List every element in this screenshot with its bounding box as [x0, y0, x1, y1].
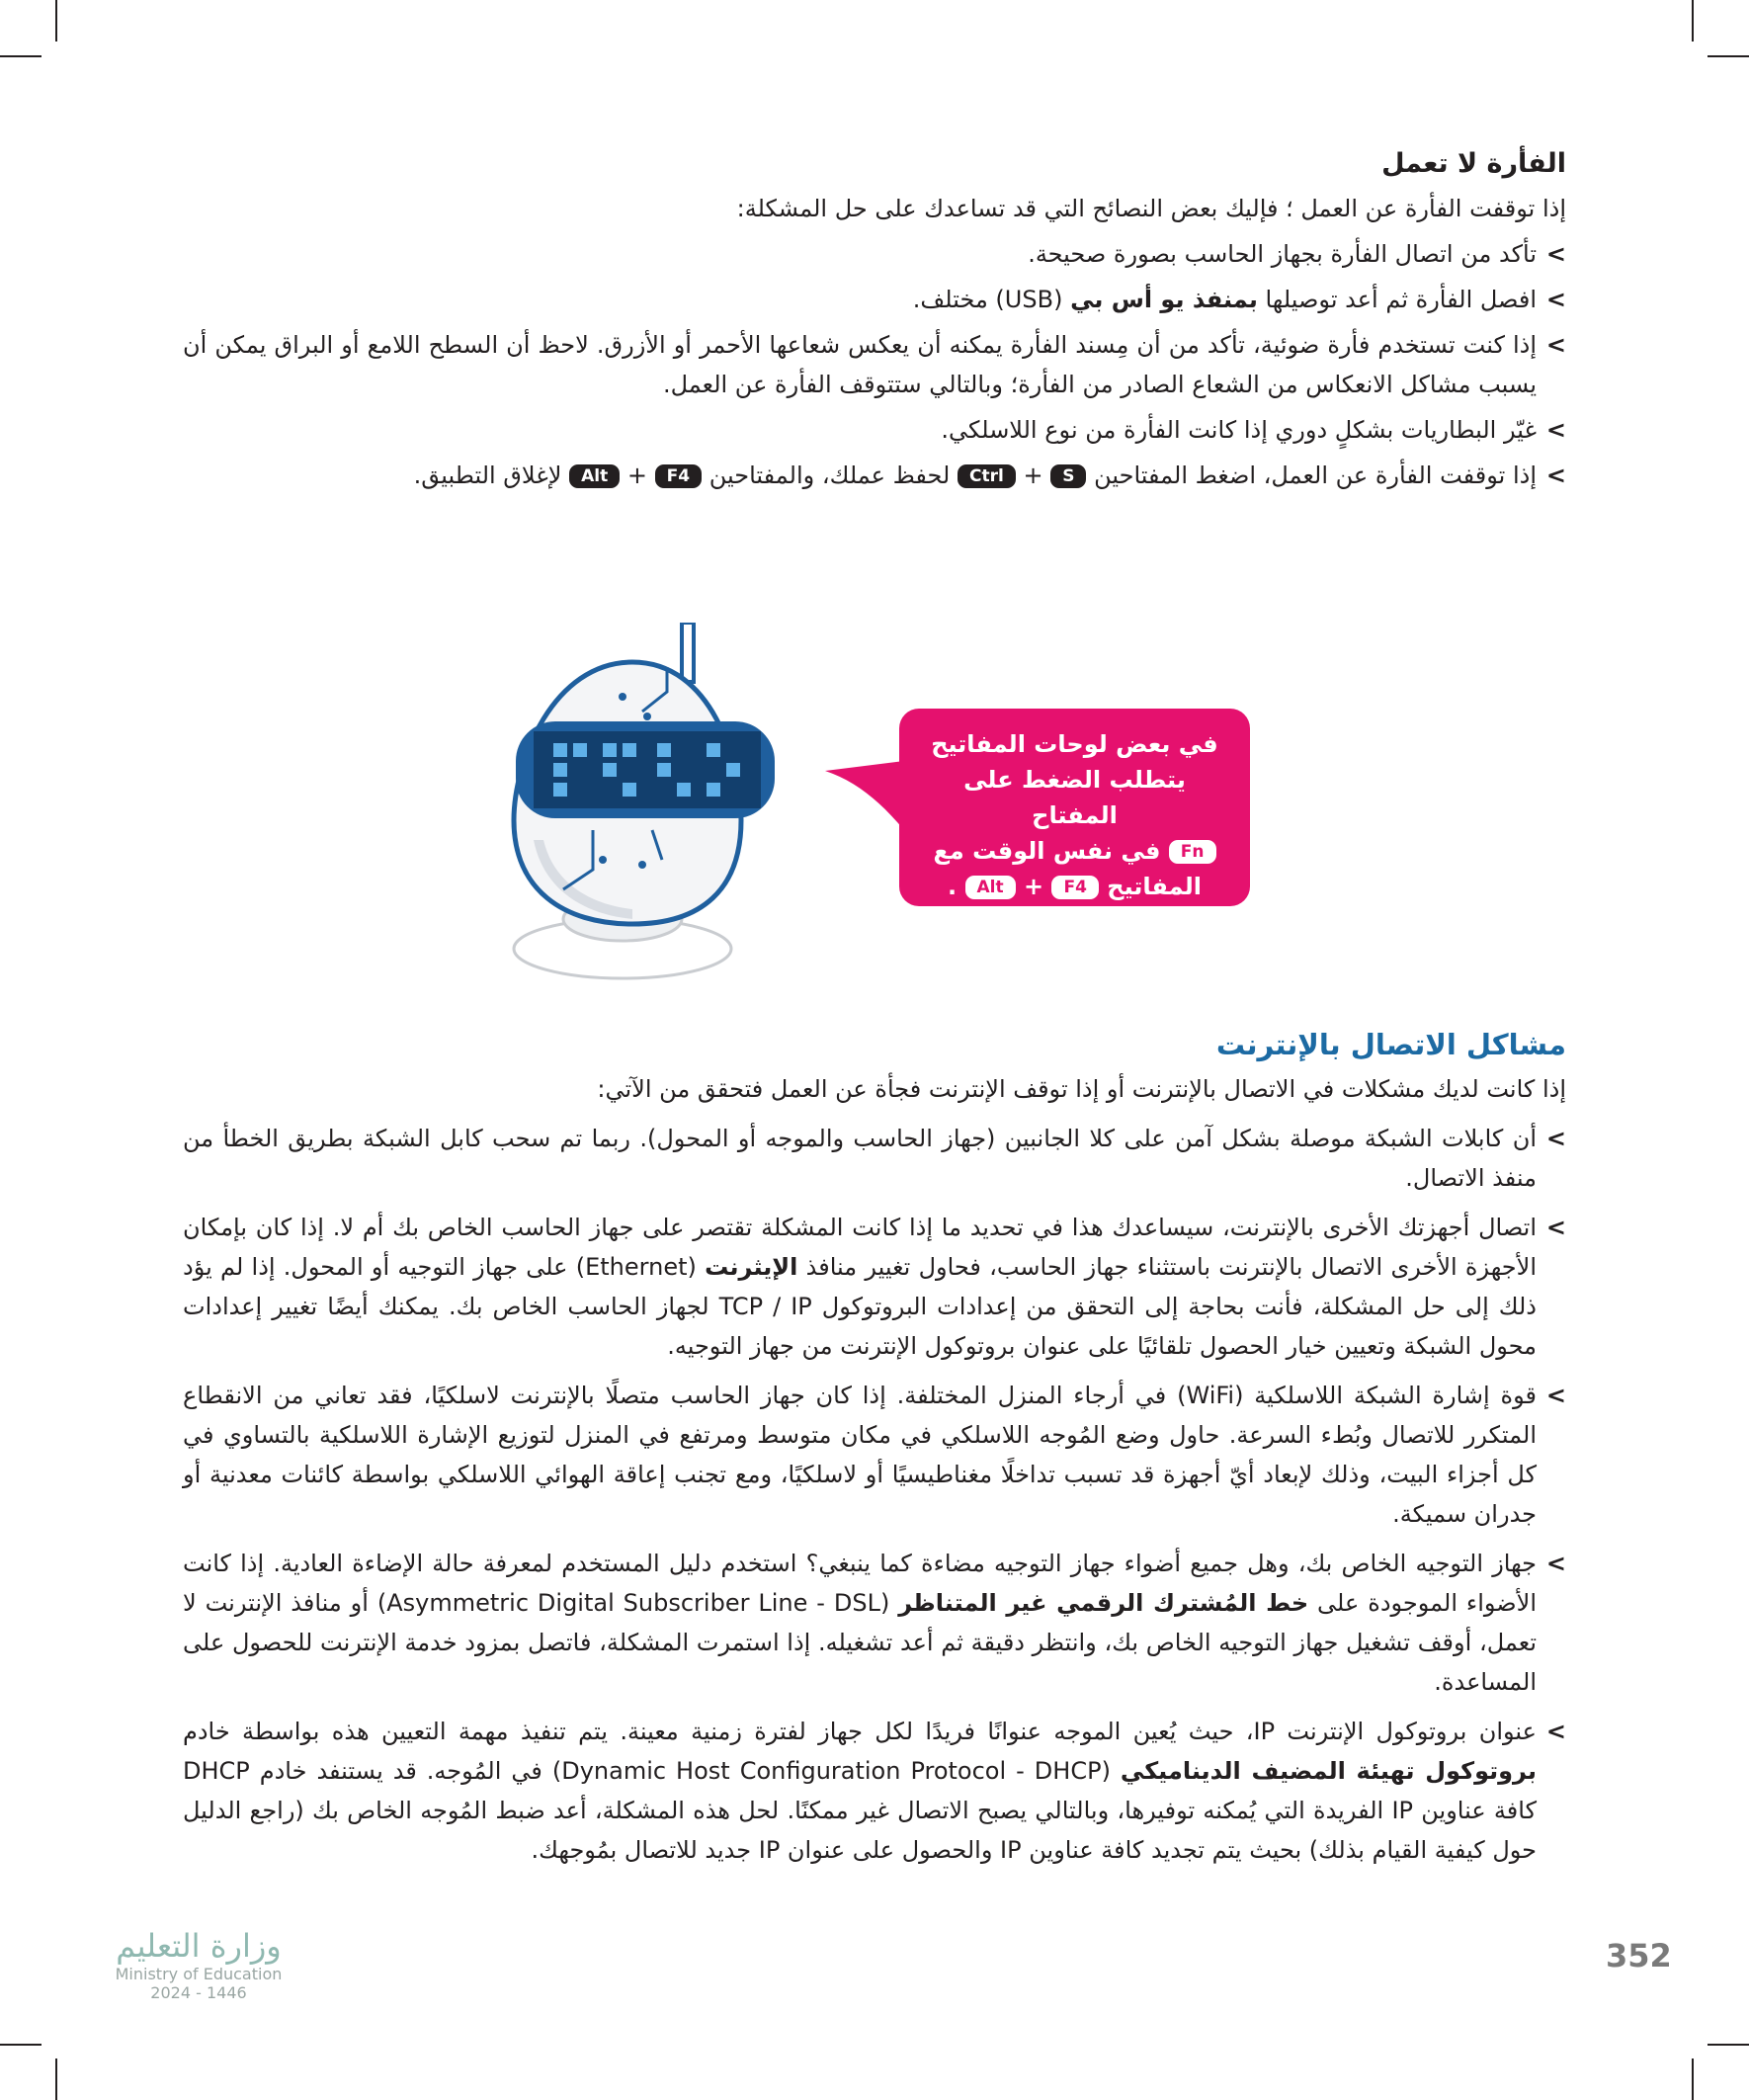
list-item: > اتصال أجهزتك الأخرى بالإنترنت، سيساعدك هذا في تحديد ما إذا كانت المشكلة تقتصر على جهاز الحاسب الخاص بك أم لا. إذا كان بإمكان الأجهزة الأخرى الاتصال بالإنترنت باستثناء جهاز الحاسب، فحاول تغيير منافذ الإيثرنت (Ethernet) على جهاز التوجيه أو المحول. إذا لم يؤد ذلك إلى حل المشكلة، فأنت بحاجة إلى التحقق من إعدادات البروتوكول TCP / IP لجهاز الحاسب الخاص بك. يمكنك أيضًا تغيير إعدادات محول الشبكة وتعيين خيار الحصول تلقائيًا على عنوان بروتوكول الإنترنت من جهاز التوجيه.: [183, 1208, 1566, 1366]
robot-illustration: [494, 623, 791, 1003]
bullet: >: [1545, 1382, 1566, 1409]
bullet: >: [1545, 1718, 1566, 1745]
page-number: 352: [1606, 1937, 1672, 1974]
internet-section: [183, 1028, 1566, 1870]
bullet: >: [1545, 1550, 1566, 1577]
crop-mark: [0, 55, 42, 57]
bullet: >: [1545, 240, 1566, 268]
list-item: > افصل الفأرة ثم أعد توصيلها بمنفذ يو أس بي (USB) مختلف.: [183, 280, 1566, 319]
key-fn: Fn: [1169, 840, 1216, 864]
tip-bubble: في بعض لوحات المفاتيح يتطلب الضغط على المفتاح Fn في نفس الوقت مع المفاتيح F4 + Alt .: [899, 709, 1250, 906]
key-s: S: [1050, 464, 1086, 488]
crop-mark: [1692, 0, 1694, 42]
bullet: >: [1545, 331, 1566, 359]
section-intro: إذا توقفت الفأرة عن العمل ؛ فإليك بعض النصائح التي قد تساعدك على حل المشكلة:: [736, 195, 1566, 222]
key-alt: Alt: [965, 876, 1016, 899]
bullet: >: [1545, 462, 1566, 489]
crop-mark: [1707, 2044, 1749, 2046]
crop-mark: [1707, 55, 1749, 57]
checks-list: [183, 1119, 1566, 1870]
crop-mark: [0, 2044, 42, 2046]
crop-mark: [55, 2058, 57, 2100]
bullet: >: [1545, 1125, 1566, 1152]
bullet: >: [1545, 286, 1566, 313]
key-alt: Alt: [569, 464, 620, 488]
list-item: > غيّر البطاريات بشكلٍ دوري إذا كانت الفأرة من نوع اللاسلكي.: [183, 410, 1566, 450]
list-item: > تأكد من اتصال الفأرة بجهاز الحاسب بصورة صحيحة.: [183, 234, 1566, 274]
mouse-section: [183, 148, 1566, 495]
list-item: > جهاز التوجيه الخاص بك، وهل جميع أضواء جهاز التوجيه مضاءة كما ينبغي؟ استخدم دليل المستخدم لمعرفة حالة الإضاءة العادية. إذا كانت الأضواء الموجودة على خط المُشترك الرقمي غير المتناظر (Asymmetric Digital Subscriber Line - DSL) أو منافذ الإنترنت لا تعمل، أوقف تشغيل جهاز التوجيه الخاص بك، وانتظر دقيقة ثم أعد تشغيله. إذا استمرت المشكلة، فاتصل بمزود خدمة الإنترنت للحصول على المساعدة.: [183, 1544, 1566, 1702]
section-title: مشاكل الاتصال بالإنترنت: [1215, 1028, 1566, 1061]
list-item: > إذا توقفت الفأرة عن العمل، اضغط المفتاحين S + Ctrl لحفظ عملك، والمفتاحين F4 + Alt لإغلاق التطبيق.: [183, 456, 1566, 495]
key-f4: F4: [1051, 876, 1098, 899]
crop-mark: [1692, 2058, 1694, 2100]
bullet: >: [1545, 1214, 1566, 1241]
ministry-logo: وزارة التعليم Ministry of Education 2024 - 1446: [115, 1927, 283, 2002]
list-item: > عنوان بروتوكول الإنترنت IP، حيث يُعين الموجه عنوانًا فريدًا لكل جهاز لفترة زمنية معينة. يتم تنفيذ مهمة التعيين هذه بواسطة خادم بروتوكول تهيئة المضيف الديناميكي (Dynamic Host Configuration Protocol - DHCP) في المُوجه. قد يستنفد خادم DHCP كافة عناوين IP الفريدة التي يُمكنه توفيرها، وبالتالي يصبح الاتصال غير ممكنًا. لحل هذه المشكلة، أعد ضبط المُوجه الخاص بك (راجع الدليل حول كيفية القيام بذلك) بحيث يتم تجديد كافة عناوين IP والحصول على عنوان IP جديد للاتصال بمُوجهك.: [183, 1712, 1566, 1870]
bullet: >: [1545, 416, 1566, 444]
list-item: > إذا كنت تستخدم فأرة ضوئية، تأكد من أن مِسند الفأرة يمكنه أن يعكس شعاعها الأحمر أو الأزرق. لاحظ أن السطح اللامع أو البراق يمكن أن يسبب مشاكل الانعكاس من الشعاع الصادر من الفأرة؛ وبالتالي ستتوقف الفأرة عن العمل.: [183, 325, 1566, 404]
list-item: > قوة إشارة الشبكة اللاسلكية (WiFi) في أرجاء المنزل المختلفة. إذا كان جهاز الحاسب متصلًا بالإنترنت لاسلكيًا، فقد تعاني من الانقطاع المتكرر للاتصال وبُطء السرعة. حاول وضع المُوجه اللاسلكي في مكان متوسط ومرتفع في المنزل لتوزيع الإشارة اللاسلكية بالتساوي في كل أجزاء البيت، وذلك لإبعاد أيّ أجهزة قد تسبب تداخلًا مغناطيسيًا أو لاسلكيًا، ومع تجنب إعاقة الهوائي اللاسلكي بواسطة كائنات معدنية أو جدران سميكة.: [183, 1376, 1566, 1534]
tips-list: [183, 234, 1566, 495]
key-ctrl: Ctrl: [958, 464, 1016, 488]
crop-mark: [55, 0, 57, 42]
key-f4: F4: [655, 464, 702, 488]
list-item: > أن كابلات الشبكة موصلة بشكل آمن على كلا الجانبين (جهاز الحاسب والموجه أو المحول). ربما تم سحب كابل الشبكة بطريق الخطأ من منفذ الاتصال.: [183, 1119, 1566, 1198]
section-title: الفأرة لا تعمل: [1381, 148, 1566, 179]
section-intro: إذا كانت لديك مشكلات في الاتصال بالإنترنت أو إذا توقف الإنترنت فجأة عن العمل فتحقق من الآتي:: [597, 1075, 1566, 1103]
